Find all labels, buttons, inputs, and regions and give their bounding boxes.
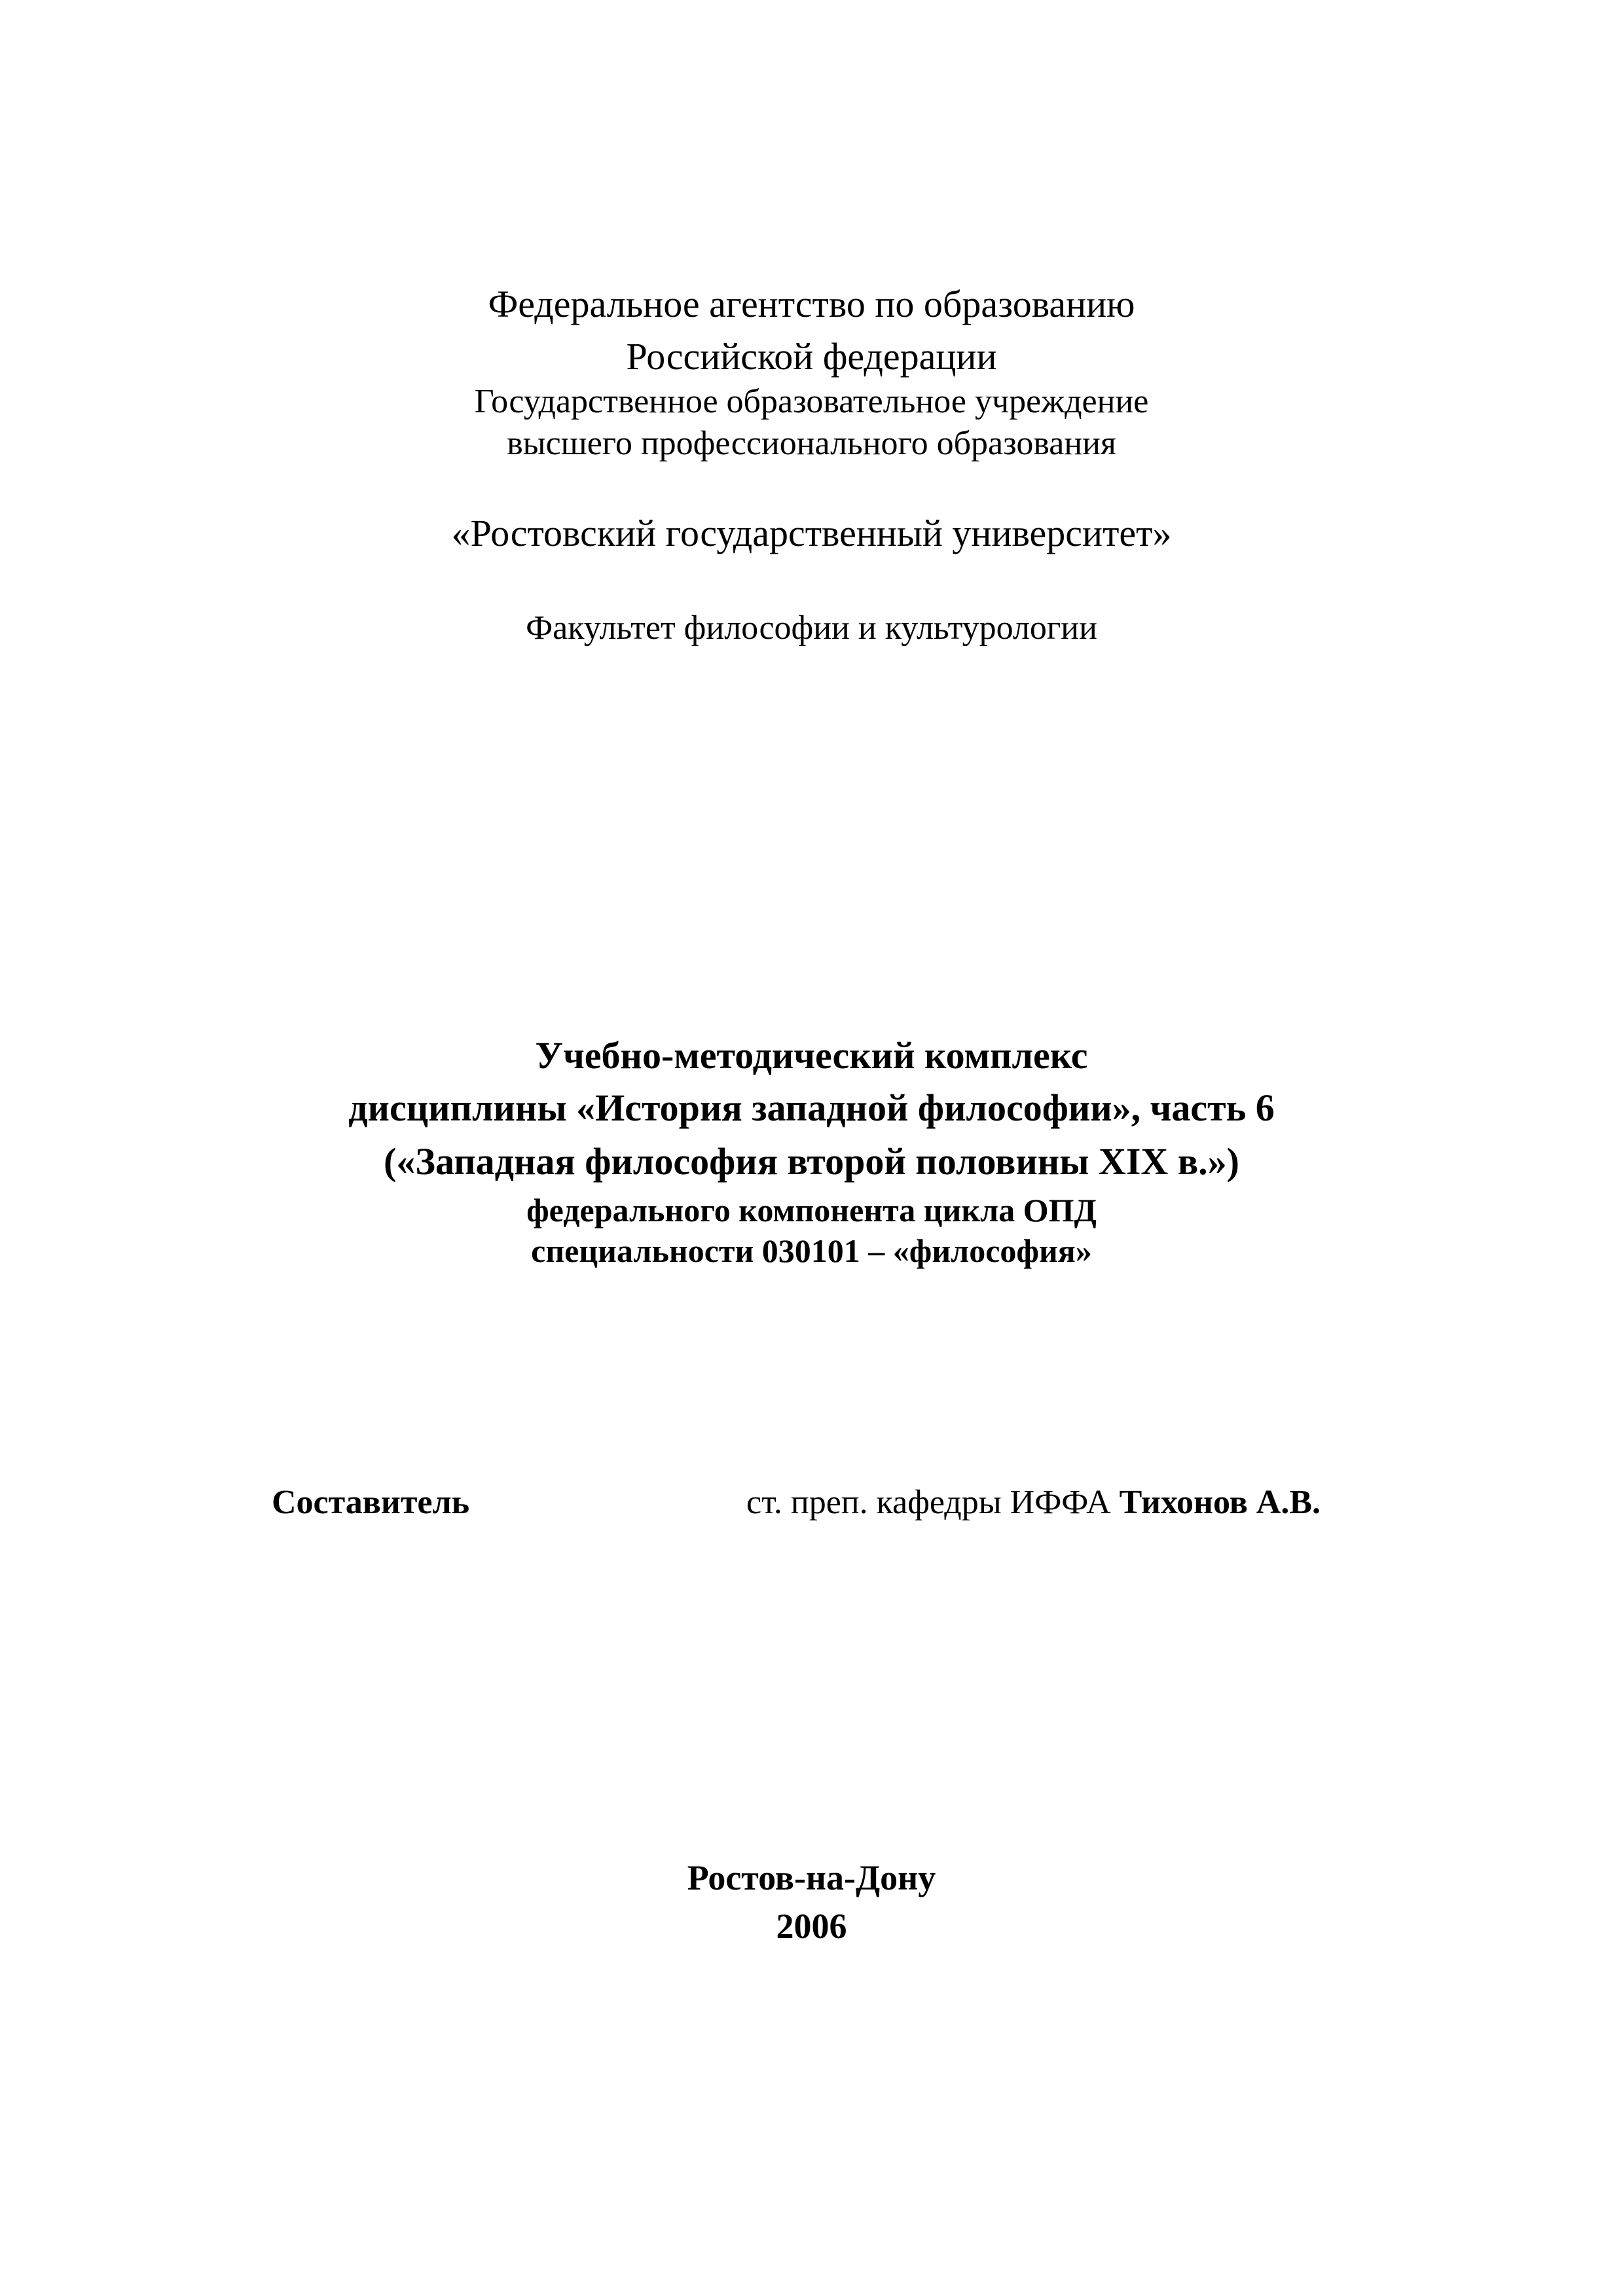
title-line-4: федерального компонента цикла ОПД: [526, 1192, 1097, 1229]
title-line-1: Учебно-методический комплекс: [535, 1034, 1088, 1077]
compiler-name: Тихонов А.В.: [1119, 1484, 1321, 1521]
faculty-name: Факультет философии и культурологии: [526, 609, 1097, 647]
institution-type: Государственное образовательное учреждение: [474, 383, 1149, 420]
compiler-position: ст. преп. кафедры ИФФА: [746, 1484, 1111, 1521]
title-line-5: специальности 030101 – «философия»: [531, 1232, 1092, 1269]
agency-name: Федеральное агентство по образованию: [488, 283, 1135, 325]
country-name: Российской федерации: [626, 335, 997, 378]
publication-city: Ростов-на-Дону: [687, 1858, 936, 1897]
publication-year: 2006: [776, 1907, 847, 1946]
title-line-3: («Западная философия второй половины XIX в.»): [384, 1140, 1239, 1183]
education-level: высшего профессионального образования: [507, 425, 1116, 462]
university-name: «Ростовский государственный университет»: [451, 512, 1172, 554]
compiler-info: [746, 1483, 1321, 1522]
title-line-2: дисциплины «История западной философии», часть 6: [348, 1086, 1275, 1129]
compiler-label: Составитель: [272, 1484, 470, 1521]
